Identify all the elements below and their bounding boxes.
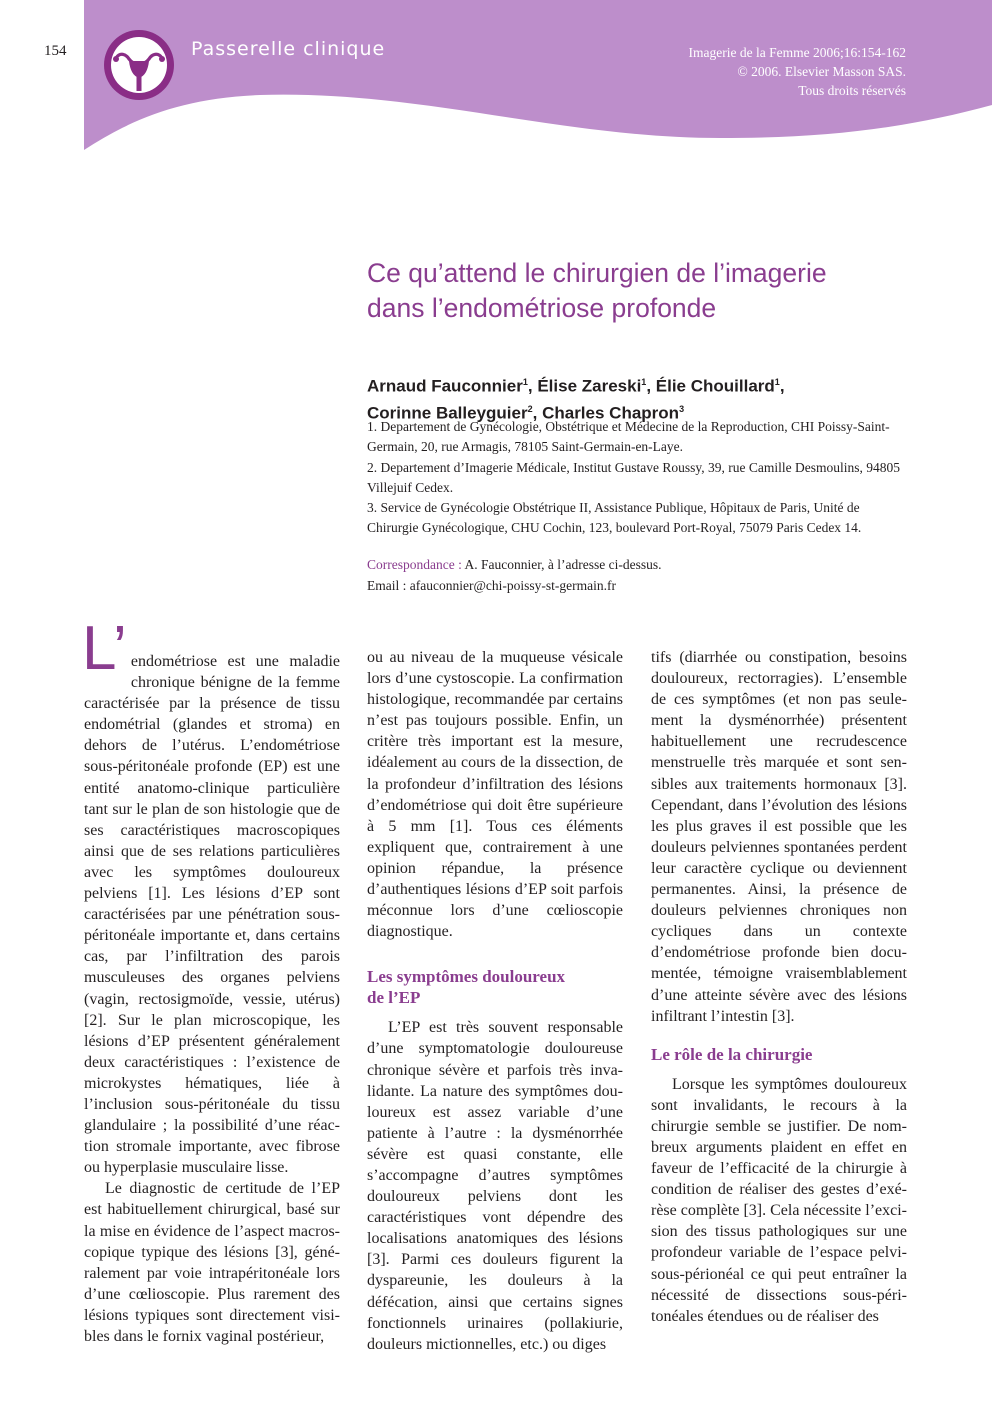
section-heading [367, 966, 623, 1008]
section-heading-line: Les symptômes douloureux [367, 967, 566, 987]
author-separator: , [779, 376, 785, 396]
copyright: © 2006. Elsevier Masson SAS. [737, 64, 906, 79]
section-heading-line: de l’EP [367, 988, 421, 1008]
author-affiliation-marker: 3 [679, 403, 685, 414]
uterus-icon [102, 28, 176, 102]
author-affiliation-marker: 2 [527, 403, 533, 414]
paragraph: Le diagnostic de certitude de l’EP est habituellement chirurgical, basé sur la mise en évidence de l’aspect macroscopique typique des lésions [3], généralement par voie intrapéritonéale lors d’une cœlioscopie. Plus rarement des lésions typiques sont directement visibles dans le fornix vaginal postérieur, [84, 1180, 340, 1345]
paragraph: ou au niveau de la muqueuse vésicale lors d’une cystoscopie. La confirmation histologique, recommandée par certains n’est pas toujours possible. Enfin, un critère très important est la mesure, idéalement au cours de la dissection, de la profondeur d’infiltration des lésions d’endométriose qui doit être supérieure à 5 mm [1]. Tous ces éléments expliquent que, contrairement à une opinion répandue, la présence d’authentiques lésions d’EP soit parfois méconnue lors d’une cœlioscopie diagnostique. [367, 649, 623, 941]
title-line: Ce qu’attend le chirurgien de l’imagerie [367, 258, 827, 288]
author-name: Corinne Balleyguier [367, 403, 528, 423]
section-label: Passerelle clinique [191, 38, 386, 60]
author-affiliation-marker: 1 [774, 377, 780, 387]
body-column-3 [651, 647, 907, 1327]
page-number: 154 [44, 43, 67, 59]
author-name: Élie Chouillard [655, 376, 775, 396]
email-address[interactable]: afauconnier@chi-poissy-st-germain.fr [409, 578, 616, 593]
title-line: dans l’endométriose profonde [367, 293, 717, 323]
intro-paragraph [82, 614, 340, 1178]
author-separator: , [532, 403, 543, 423]
paragraph: Lorsque les symptômes douloureux sont invalidants, le recours à la chirurgie semble se justifier. De nombreux arguments plaident en effet en faveur de l’efficacité de la chirurgie à condition de réaliser des gestes d’exérèse complète [3]. Cela nécessite l’excision des tissus pathologiques sur une profondeur variable de l’espace pelvisous-périonéal ce qui peut entraîner la nécessité de dissections sous-péritonéales étendues ou de réaliser des [651, 1075, 907, 1325]
author-name: Élise Zareski [537, 376, 642, 396]
journal-reference: Imagerie de la Femme 2006;16:154-162 [688, 45, 906, 60]
author-affiliation-marker: 1 [522, 377, 528, 387]
affiliation: 1. Departement de Gynécologie, Obstétrique et Médecine de la Reproduction, CHI Poissy-Saint-Germain, 20, rue Armagis, 78105 Saint-Germain-en-Laye. [367, 419, 890, 455]
correspondence-line [367, 554, 912, 575]
rights-reserved: Tous droits réservés [798, 83, 906, 98]
correspondence-label: Correspondance : [367, 557, 462, 572]
drop-cap: L’ [82, 614, 127, 683]
article-title [367, 256, 927, 326]
author-name: Charles Chapron [542, 403, 680, 423]
journal-citation [689, 43, 906, 100]
affiliations [367, 417, 912, 539]
email-line [367, 575, 912, 596]
section-heading: Le rôle de la chirurgie [651, 1044, 813, 1064]
author-name: Arnaud Fauconnier [367, 376, 523, 396]
author-line [367, 371, 927, 398]
author-separator: , [646, 376, 656, 396]
affiliation: 2. Departement d’Imagerie Médicale, Institut Gustave Roussy, 39, rue Camille Desmoulins, 94805 Villejuif Cedex. [367, 459, 901, 495]
author-separator: , [527, 376, 538, 396]
email-label: Email : [367, 578, 407, 593]
paragraph-text: endométriose est une maladie chronique bénigne de la femme caractérisée par la présence de tissu endométrial (glandes et stroma) en dehors de l’utérus. L’endométriose sous-péritonéale profonde (EP) est une entité anatomo-clinique particulière tant sur le plan de son histologie que de ses caractéristiques macroscopiques ainsi que de ses relations particulières avec les symptômes douloureux pelviens [1]. Les lésions d’EP sont caractérisées par une pénétration sous-péritonéale importante et, dans certains cas, par l’infiltration des parois musculeuses des organes pelviens (vagin, rectosigmoïde, vessie, utérus) [2]. Sur le plan microscopique, les lésions d’EP présentent généralement deux caractéristiques : l’existence de microkystes hématiques, liée à l’inclusion sous-péritonéale du tissu glandulaire ; la possibilité d’une réaction stromale importante, avec fibrose ou hyperplasie musculaire lisse. [84, 653, 340, 1177]
paragraph: tifs (diarrhée ou constipation, besoins douloureux, rectorragies). L’ensemble de ces symptômes (et non pas seulement la dysménorrhée) présentent habituellement une recrudescence menstruelle très marquée et sont sensibles aux traitements hormonaux [3]. Cependant, dans l’évolution des lésions les plus graves il est possible que les douleurs pelviennes spontanées perdent leur caractère cyclique ou deviennent permanentes. Ainsi, la présence de douleurs pelviennes chroniques non cycliques dans un contexte d’endométriose profonde bien documentée, témoigne vraisemblablement d’une atteinte sévère avec des lésions infiltrant l’intestin [3]. [651, 649, 907, 1025]
body-column-1 [82, 614, 340, 1347]
paragraph: L’EP est très souvent responsable d’une symptomatologie douloureuse chronique sévère et parfois très invalidante. La nature des symptômes douloureux est assez variable d’une patiente à l’autre : la dysménorrhée sévère est quasi constante, elle s’accompagne d’autres symptômes douloureux pelviens dont les caractéristiques vont dépendre des localisations anatomiques des lésions [3]. Parmi ces douleurs figurent la dyspareunie, les douleurs à la défécation, ainsi que certains signes fonctionnels urinaires (pollakiurie, douleurs mictionnelles, etc.) ou diges [367, 1019, 623, 1353]
body-column-2 [367, 647, 623, 1355]
correspondence [367, 554, 912, 596]
correspondence-text: A. Fauconnier, à l’adresse ci-dessus. [464, 557, 662, 572]
affiliation: 3. Service de Gynécologie Obstétrique II, Assistance Publique, Hôpitaux de Paris, Unité de Chirurgie Gynécologique, CHU Cochin, 123, boulevard Port-Royal, 75079 Paris Cedex 14. [367, 500, 862, 536]
author-affiliation-marker: 1 [641, 377, 647, 387]
